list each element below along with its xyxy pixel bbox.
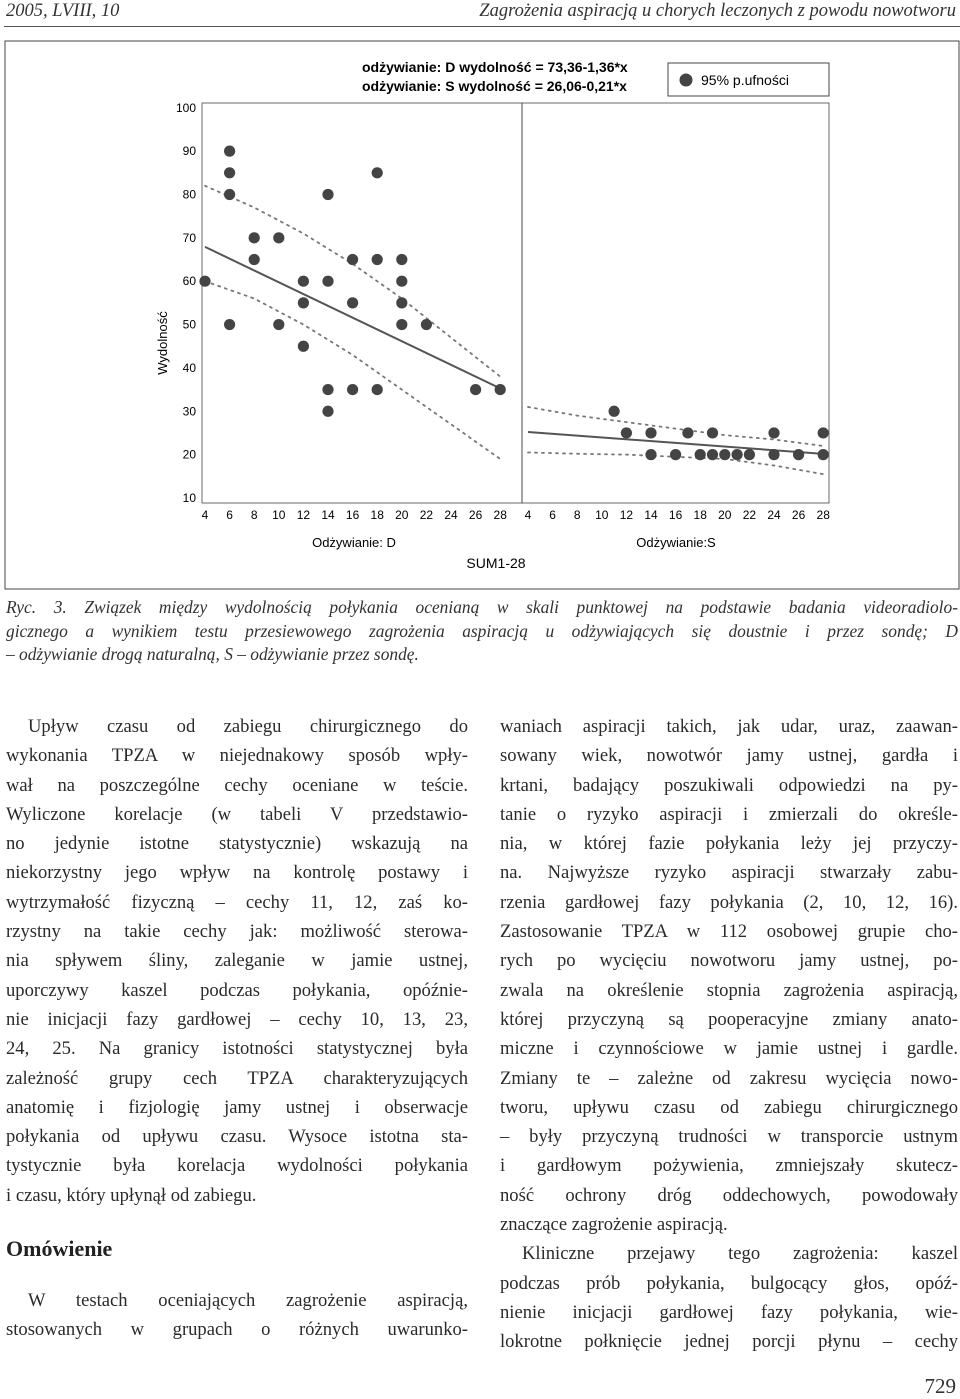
y-axis-label: Wydolność bbox=[155, 311, 170, 375]
text-line: rych po wycięciu nowotworu jamy ustnej, po- bbox=[500, 950, 958, 972]
y-tick-label: 30 bbox=[182, 404, 196, 419]
data-point bbox=[372, 254, 383, 265]
text-line: no jedynie istotne statystycznie) wskazują na bbox=[6, 833, 468, 855]
caption-line: – odżywianie drogą naturalną, S – odżywianie przez sondę. bbox=[6, 644, 419, 664]
y-tick-label: 60 bbox=[182, 274, 196, 289]
text-line: waniach aspiracji takich, jak udar, uraz, zaawan- bbox=[500, 716, 958, 737]
panel-label-s: Odżywianie:S bbox=[636, 535, 716, 550]
x-tick-label: 8 bbox=[573, 508, 581, 522]
x-tick-label: 18 bbox=[370, 508, 384, 522]
x-tick-label: 10 bbox=[595, 508, 609, 522]
y-tick-label: 10 bbox=[182, 491, 196, 505]
chart-frame bbox=[5, 41, 959, 589]
data-point bbox=[396, 319, 407, 330]
text-line: W testach oceniających zagrożenie aspiracją, bbox=[28, 1290, 468, 1311]
text-line: uporczywy kaszel podczas połykania, opóźnie- bbox=[6, 979, 468, 1001]
x-tick-label: 24 bbox=[444, 508, 458, 522]
text-line: Upływ czasu od zabiegu chirurgicznego do bbox=[28, 716, 468, 737]
x-tick-label: 12 bbox=[619, 508, 634, 522]
running-header-left: 2005, LVIII, 10 bbox=[6, 1, 120, 21]
text-line: tworu, upływu czasu od zabiegu chirurgicznego bbox=[500, 1096, 958, 1118]
data-point bbox=[396, 297, 407, 308]
y-tick-label: 40 bbox=[182, 360, 196, 375]
data-point bbox=[818, 449, 829, 460]
data-point bbox=[347, 254, 358, 265]
panel-label-d: Odżywianie: D bbox=[312, 535, 396, 550]
text-line: i czasu, który upłynął od zabiegu. bbox=[6, 1184, 257, 1206]
data-point bbox=[621, 427, 632, 438]
x-tick-label: 6 bbox=[226, 508, 233, 522]
data-point bbox=[224, 146, 235, 157]
text-line: miczne i czynnościowe w jamie ustnej i gardle. bbox=[500, 1038, 958, 1060]
text-line: – były przyczyną trudności w transporcie ustnym bbox=[500, 1126, 958, 1148]
data-point bbox=[273, 319, 284, 330]
x-tick-label: 24 bbox=[767, 508, 781, 522]
data-point bbox=[322, 189, 333, 200]
y-tick-label: 20 bbox=[182, 447, 196, 462]
x-tick-label: 22 bbox=[419, 508, 434, 522]
data-point bbox=[298, 341, 309, 352]
y-tick-label: 80 bbox=[182, 187, 196, 202]
equation-d: odżywianie: D wydolność = 73,36-1,36*x bbox=[362, 59, 628, 75]
text-line: wykonania TPZA w niejednakowy sposób wpły- bbox=[6, 745, 468, 767]
y-tick-label: 50 bbox=[182, 317, 196, 332]
equation-s: odżywianie: S wydolność = 26,06-0,21*x bbox=[362, 78, 627, 94]
data-point bbox=[249, 232, 260, 243]
data-point bbox=[744, 449, 755, 460]
data-point bbox=[495, 384, 506, 395]
data-point bbox=[695, 449, 706, 460]
text-line: której przyczyną są pooperacyjne zmiany anato- bbox=[500, 1008, 958, 1030]
x-tick-label: 18 bbox=[693, 508, 707, 522]
data-point bbox=[199, 276, 210, 287]
data-point bbox=[768, 449, 779, 460]
text-line: wał na poszczególne cechy oceniane w teście. bbox=[6, 774, 468, 796]
figure bbox=[4, 40, 960, 590]
data-point bbox=[732, 449, 743, 460]
left-column-section bbox=[6, 1286, 468, 1345]
text-line: Zmiany te – zależne od zakresu wycięcia nowo- bbox=[500, 1067, 958, 1089]
text-line: zależność grupy cech TPZA charakteryzujących bbox=[6, 1067, 468, 1089]
x-axis-label: SUM1-28 bbox=[466, 555, 526, 571]
text-line: ność ochrony dróg oddechowych, powodowały bbox=[500, 1184, 958, 1206]
data-point bbox=[372, 384, 383, 395]
y-tick-label: 90 bbox=[182, 144, 196, 159]
data-point bbox=[249, 254, 260, 265]
text-line: nie inicjacji fazy gardłowej – cechy 10, 13, 23, bbox=[6, 1008, 468, 1030]
x-tick-label: 26 bbox=[791, 508, 806, 522]
text-line: krtani, badający poszukiwali odpowiedzi na py- bbox=[500, 774, 958, 796]
left-column bbox=[6, 712, 468, 1210]
data-point bbox=[645, 427, 656, 438]
data-point bbox=[670, 449, 681, 460]
legend-label: 95% p.ufności bbox=[701, 72, 789, 88]
data-point bbox=[682, 427, 693, 438]
text-line: znaczące zagrożenie aspiracją. bbox=[500, 1214, 728, 1236]
x-tick-label: 12 bbox=[296, 508, 311, 522]
text-line: połykania od upływu czasu. Wysoce istotna sta- bbox=[6, 1126, 468, 1148]
data-point bbox=[298, 276, 309, 287]
data-point bbox=[372, 167, 383, 178]
running-header-right: Zagrożenia aspiracją u chorych leczonych z powodu nowotworu bbox=[479, 1, 956, 21]
scatter-chart bbox=[4, 40, 960, 590]
text-line: lokrotne połknięcie jednej porcji płynu – cechy bbox=[500, 1331, 958, 1353]
text-line: Wyliczone korelacje (w tabeli V przedstawio- bbox=[6, 803, 468, 825]
data-point bbox=[470, 384, 481, 395]
figure-caption bbox=[6, 596, 958, 667]
y-tick-label: 70 bbox=[182, 230, 196, 245]
x-tick-label: 14 bbox=[321, 508, 335, 522]
data-point bbox=[298, 297, 309, 308]
caption-line: Ryc. 3. Związek między wydolnością połykania ocenianą w skali punktowej na podstawie badania videoradiolo- bbox=[6, 597, 958, 617]
right-column bbox=[500, 712, 958, 1357]
header-rule bbox=[4, 26, 960, 27]
x-tick-label: 4 bbox=[201, 508, 209, 522]
data-point bbox=[347, 297, 358, 308]
text-line: rzenia gardłowej fazy połykania (2, 10, 12, 16). bbox=[500, 891, 958, 913]
x-tick-label: 10 bbox=[272, 508, 286, 522]
text-line: niekorzystny jego wpływ na kontrolę postawy i bbox=[6, 862, 468, 884]
text-line: nia, w której fazie połykania leży jej przyczy- bbox=[500, 833, 958, 855]
text-line: rzystny na takie cechy jak: możliwość sterowa- bbox=[6, 921, 468, 943]
data-point bbox=[793, 449, 804, 460]
text-line: tanie o ryzyko aspiracji i zmierzali do określe- bbox=[500, 803, 958, 825]
text-line: 24, 25. Na granicy istotności statystycznej była bbox=[6, 1038, 468, 1060]
data-point bbox=[768, 427, 779, 438]
text-line: wytrzymałość fizyczną – cechy 11, 12, zaś ko- bbox=[6, 891, 468, 913]
text-line: Kliniczne przejawy tego zagrożenia: kaszel bbox=[522, 1243, 958, 1265]
legend-marker bbox=[680, 74, 693, 87]
text-line: nia spływem śliny, zaleganie w jamie ustnej, bbox=[6, 950, 468, 972]
data-point bbox=[322, 276, 333, 287]
x-tick-label: 8 bbox=[250, 508, 258, 522]
x-tick-label: 28 bbox=[816, 508, 830, 522]
text-line: na. Najwyższe ryzyko aspiracji stwarzały zabu- bbox=[500, 862, 958, 884]
text-line: stosowanych w grupach o różnych uwarunko- bbox=[6, 1319, 468, 1341]
x-tick-label: 20 bbox=[718, 508, 732, 522]
x-tick-label: 28 bbox=[493, 508, 507, 522]
x-tick-label: 22 bbox=[742, 508, 757, 522]
data-point bbox=[322, 406, 333, 417]
data-point bbox=[322, 384, 333, 395]
text-line: i gardłowym pożywienia, zmniejszały skutecz- bbox=[500, 1155, 958, 1177]
data-point bbox=[707, 427, 718, 438]
page-number: 729 bbox=[924, 1374, 956, 1398]
section-title: Omówienie bbox=[6, 1236, 113, 1261]
text-line: sowany wiek, nowotwór jamy ustnej, gardła i bbox=[500, 745, 958, 767]
data-point bbox=[224, 319, 235, 330]
data-point bbox=[396, 276, 407, 287]
y-tick-label: 100 bbox=[175, 100, 196, 115]
data-point bbox=[224, 167, 235, 178]
data-point bbox=[719, 449, 730, 460]
x-tick-label: 4 bbox=[524, 508, 532, 522]
data-point bbox=[818, 427, 829, 438]
x-tick-label: 16 bbox=[668, 508, 683, 522]
data-point bbox=[707, 449, 718, 460]
caption-line: gicznego a wynikiem testu przesiewowego zagrożenia aspiracją u odżywiających się doustnie i przez sondę; D bbox=[6, 620, 958, 641]
x-tick-label: 6 bbox=[549, 508, 556, 522]
data-point bbox=[273, 232, 284, 243]
x-tick-label: 26 bbox=[468, 508, 483, 522]
x-tick-label: 20 bbox=[395, 508, 409, 522]
text-line: tystycznie była korelacja wydolności połykania bbox=[6, 1155, 468, 1177]
data-point bbox=[645, 449, 656, 460]
text-line: podczas prób połykania, bulgocący głos, opóź- bbox=[500, 1272, 958, 1294]
data-point bbox=[347, 384, 358, 395]
text-line: anatomię i fizjologię jamy ustnej i obserwacje bbox=[6, 1096, 468, 1118]
x-tick-label: 16 bbox=[345, 508, 360, 522]
data-point bbox=[224, 189, 235, 200]
data-point bbox=[396, 254, 407, 265]
x-tick-label: 14 bbox=[644, 508, 658, 522]
data-point bbox=[609, 406, 620, 417]
data-point bbox=[421, 319, 432, 330]
text-line: Zastosowanie TPZA w 112 osobowej grupie cho- bbox=[500, 921, 958, 943]
text-line: zwala na określenie stopnia zagrożenia aspiracją, bbox=[500, 979, 958, 1001]
text-line: nienie inicjacji gardłowej fazy połykania, wie- bbox=[500, 1301, 958, 1323]
